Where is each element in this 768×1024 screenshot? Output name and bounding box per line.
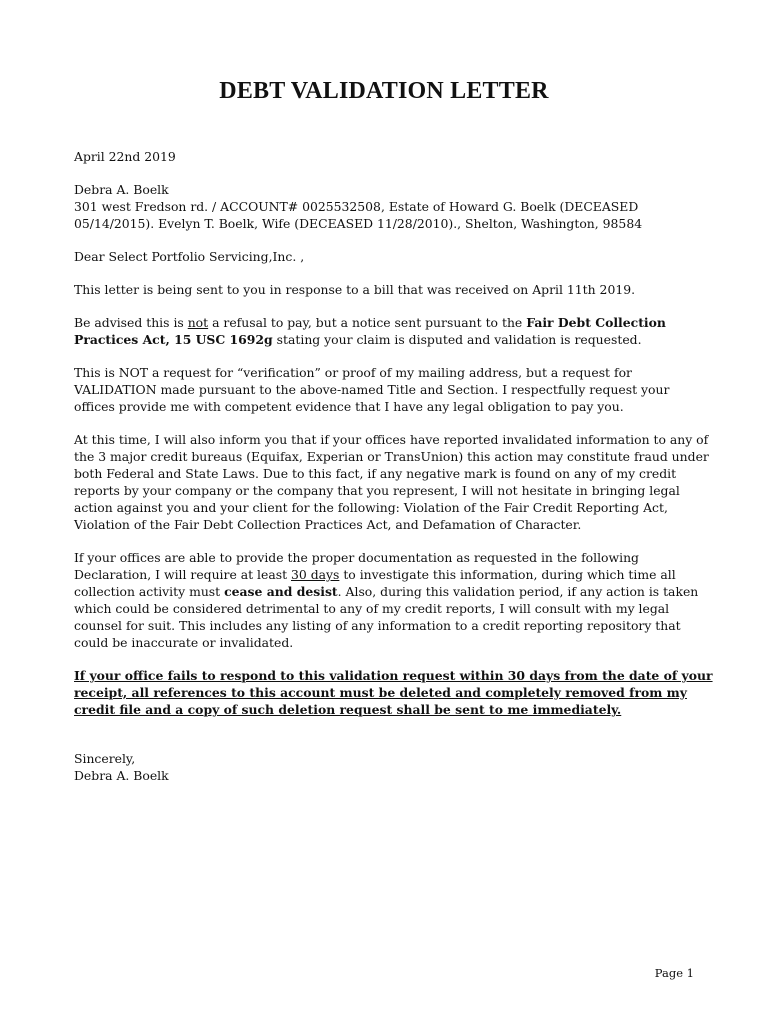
paragraph-credit-bureaus: At this time, I will also inform you that if your offices have reported invalidated information to any of the 3 major credit bureaus (Equifax, Experian or TransUnion) this action may constitute fraud under both Federal and State Laws. Due to this fact, if any negative mark is found on any of my credit reports by your company or the company that you represent, I will not hesitate in bringing legal action against you and your client for the following: Violation of the Fair Credit Reporting Act, Violation of the Fair Debt Collection Practices Act, and Defamation of Character.	[74, 432, 709, 532]
documentation-text-c: . Also, during this validation period, if any action is taken which could be considered detrimental to any of my credit reports, I will consult with my legal counsel for suit. This includes any listing of any information to a credit reporting repository that could be inaccurate or invalidated.	[74, 584, 699, 650]
cease-and-desist: cease and desist	[224, 584, 338, 599]
paragraph-dispute	[74, 314, 714, 348]
warning-paragraph: If your office fails to respond to this validation request within 30 days from the date of your receipt, all references to this account must be deleted and completely removed from my credit file and a copy of such deletion request shall be sent to me immediately.	[74, 668, 713, 717]
paragraph-validation-request: This is NOT a request for “verification” or proof of my mailing address, but a request for VALIDATION made pursuant to the above-named Title and Section. I respectfully request your offices provide me with competent evidence that I have any legal obligation to pay you.	[74, 365, 670, 414]
documentation-text-b: to investigate this information, during which time all collection activity must	[74, 567, 676, 599]
sender-address-line2: 05/14/2015). Evelyn T. Boelk, Wife (DECEASED 11/28/2010)., Shelton, Washington, 98584	[74, 216, 643, 231]
letter-title: DEBT VALIDATION LETTER	[219, 78, 549, 104]
paragraph-documentation	[74, 549, 714, 651]
sender-block	[74, 181, 714, 232]
act-reference: Fair Debt Collection Practices Act, 15 USC 1692g	[74, 315, 666, 347]
closing-block	[74, 750, 714, 784]
paragraph-bill-notice: This letter is being sent to you in response to a bill that was received on April 11th 2019.	[74, 282, 636, 297]
letter-date: April 22nd 2019	[74, 149, 176, 164]
documentation-text-a: If your offices are able to provide the proper documentation as requested in the following Declaration, I will require at least	[74, 550, 639, 582]
dispute-text-a: Be advised this is	[74, 315, 188, 330]
dispute-text-b: a refusal to pay, but a notice sent pursuant to the	[208, 315, 527, 330]
closing: Sincerely,	[74, 751, 136, 766]
sender-address-line1: 301 west Fredson rd. / ACCOUNT# 0025532508, Estate of Howard G. Boelk (DECEASED	[74, 199, 639, 214]
signature-name: Debra A. Boelk	[74, 768, 169, 783]
thirty-days: 30 days	[290, 567, 340, 582]
salutation: Dear Select Portfolio Servicing,Inc. ,	[74, 249, 305, 264]
sender-name: Debra A. Boelk	[74, 182, 169, 197]
page-number: Page 1	[654, 966, 694, 980]
letter-body	[74, 148, 714, 800]
not-emphasis: not	[187, 315, 209, 330]
dispute-text-c: stating your claim is disputed and validation is requested.	[272, 332, 642, 347]
